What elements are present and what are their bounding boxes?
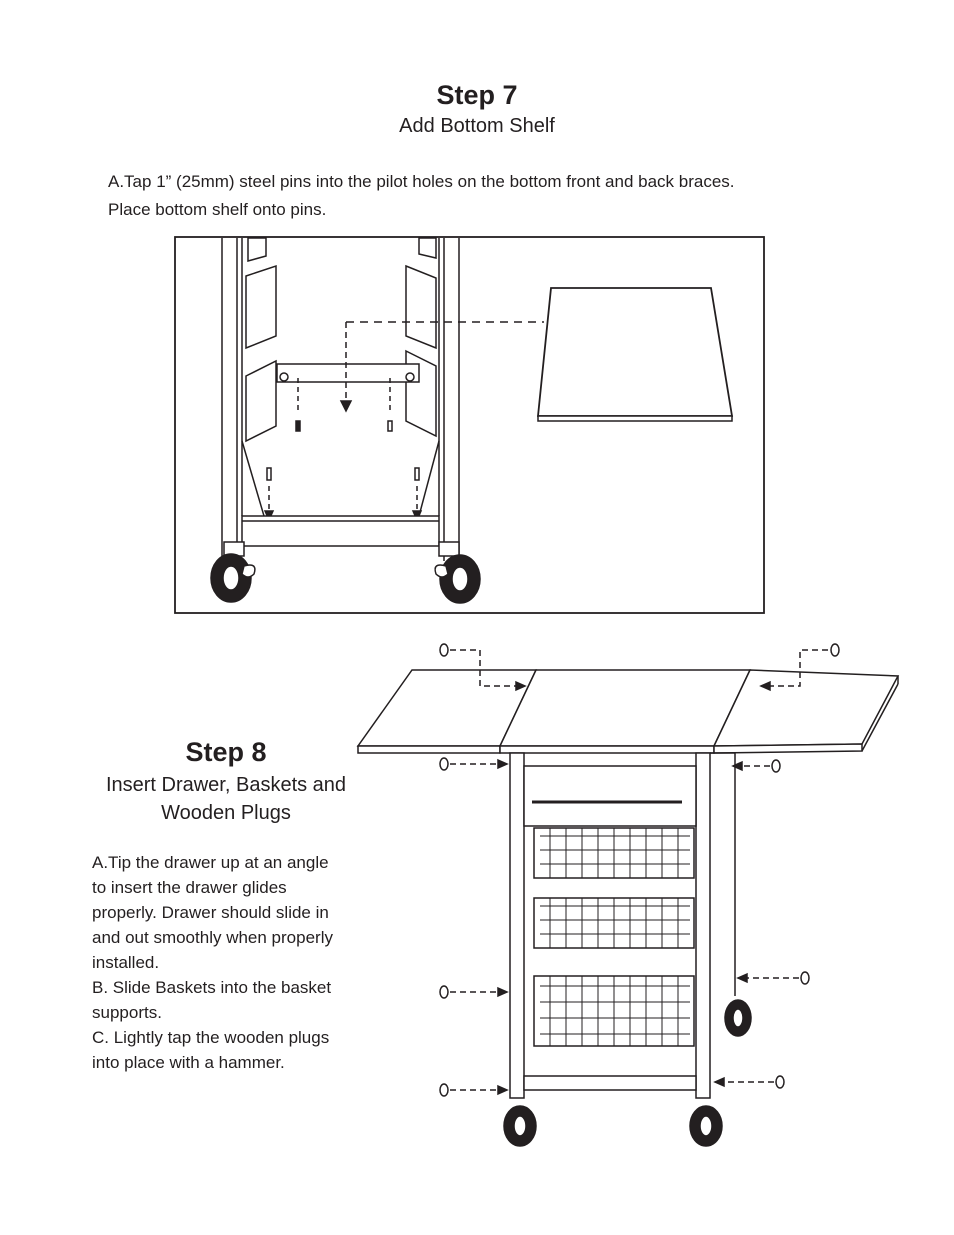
cart-drawer-baskets-plugs-illustration bbox=[350, 636, 910, 1156]
step8-instruction-line: B. Slide Baskets into the basket bbox=[92, 978, 332, 997]
step8-instruction-line: C. Lightly tap the wooden plugs bbox=[92, 1028, 330, 1047]
step8-subtitle-line: Insert Drawer, Baskets and bbox=[105, 774, 347, 796]
step8-instruction-line: A.Tip the drawer up at an angle bbox=[92, 853, 329, 872]
step7-instructions bbox=[108, 168, 735, 224]
step8-subtitle bbox=[86, 771, 366, 827]
step8-instruction-line: into place with a hammer. bbox=[92, 1053, 285, 1072]
step8-instruction-line: installed. bbox=[92, 953, 160, 972]
step7-title: Step 7 bbox=[436, 80, 518, 110]
step8-instruction-line: supports. bbox=[92, 1003, 162, 1022]
step7-subtitle: Add Bottom Shelf bbox=[399, 115, 555, 137]
step8-instructions bbox=[92, 850, 372, 1075]
step8-instruction-line: to insert the drawer glides bbox=[92, 878, 287, 897]
step8-title: Step 8 bbox=[185, 737, 267, 767]
step8-instruction-line: properly. Drawer should slide in bbox=[92, 903, 329, 922]
step8-instruction-line: and out smoothly when properly bbox=[92, 928, 333, 947]
cart-frame-bottom-shelf-illustration bbox=[174, 236, 765, 615]
step8-subtitle-line: Wooden Plugs bbox=[161, 802, 291, 824]
step7-instruction-line: Place bottom shelf onto pins. bbox=[108, 200, 327, 219]
baskets bbox=[534, 828, 694, 1046]
step7-instruction-line: A.Tap 1” (25mm) steel pins into the pilot holes on the bottom front and back braces. bbox=[108, 172, 735, 191]
